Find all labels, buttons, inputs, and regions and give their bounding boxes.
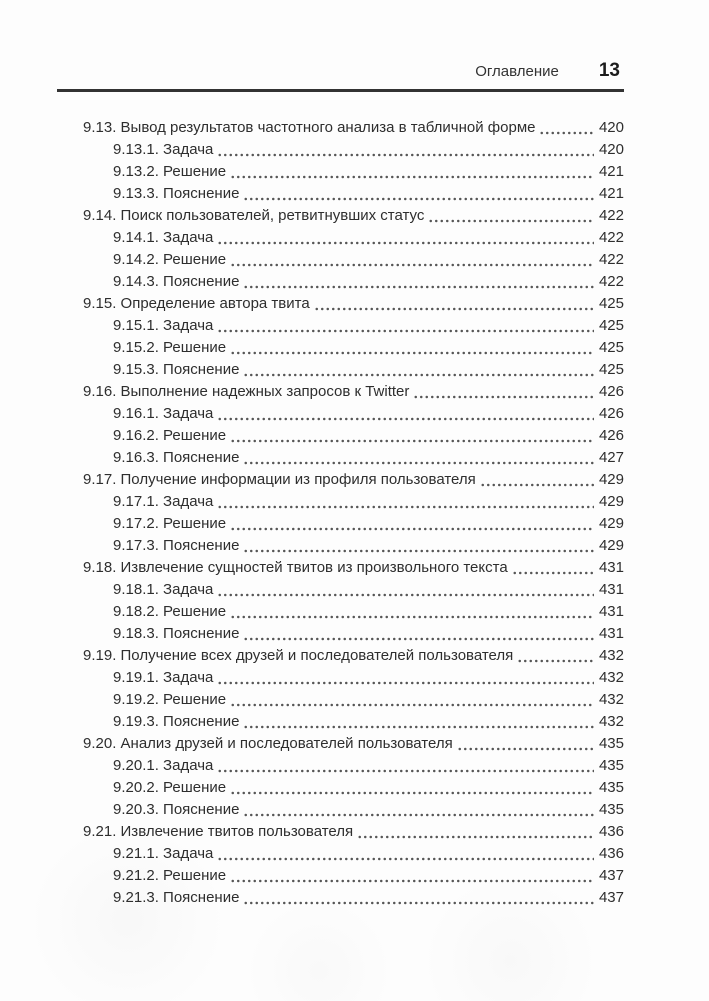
- toc-subsection-row: [57, 513, 624, 535]
- toc-entry-label: 9.19.3. Пояснение: [113, 712, 240, 730]
- header-rule: [57, 89, 624, 92]
- toc-section-row: [57, 117, 624, 139]
- toc-entry-page: 435: [598, 734, 624, 752]
- dot-leader: [230, 425, 594, 447]
- toc-entry-label: 9.19. Получение всех друзей и последователей пользователя: [83, 646, 514, 664]
- toc-entry-label: 9.13. Вывод результатов частотного анализа в табличной форме: [83, 118, 536, 136]
- toc-entry-page: 426: [598, 426, 624, 444]
- dot-leader: [217, 403, 594, 425]
- toc-entry-label: 9.17.3. Пояснение: [113, 536, 240, 554]
- dot-leader: [457, 733, 594, 755]
- toc-entry-label: 9.20.1. Задача: [113, 756, 214, 774]
- toc-entry-label: 9.14.2. Решение: [113, 250, 227, 268]
- toc-entry-label: 9.19.2. Решение: [113, 690, 227, 708]
- toc-entry-label: 9.20.2. Решение: [113, 778, 227, 796]
- dot-leader: [230, 337, 594, 359]
- toc-subsection-row: [57, 183, 624, 205]
- toc-entry-label: 9.14.3. Пояснение: [113, 272, 240, 290]
- toc-entry-page: 426: [598, 382, 624, 400]
- toc-entry-page: 429: [598, 470, 624, 488]
- dot-leader: [217, 491, 594, 513]
- dot-leader: [243, 359, 594, 381]
- toc-section-row: [57, 293, 624, 315]
- toc-subsection-row: [57, 139, 624, 161]
- dot-leader: [230, 865, 594, 887]
- toc-entry-label: 9.15.2. Решение: [113, 338, 227, 356]
- dot-leader: [230, 777, 594, 799]
- toc-entry-page: 431: [598, 580, 624, 598]
- toc-subsection-row: [57, 425, 624, 447]
- toc-subsection-row: [57, 535, 624, 557]
- toc-subsection-row: [57, 359, 624, 381]
- toc-subsection-row: [57, 579, 624, 601]
- toc-entry-page: 425: [598, 360, 624, 378]
- toc-entry-page: 420: [598, 140, 624, 158]
- toc-entry-label: 9.16. Выполнение надежных запросов к Twitter: [83, 382, 410, 400]
- toc-list: [57, 117, 624, 909]
- toc-entry-label: 9.18.2. Решение: [113, 602, 227, 620]
- toc-entry-label: 9.16.2. Решение: [113, 426, 227, 444]
- dot-leader: [230, 689, 594, 711]
- toc-subsection-row: [57, 227, 624, 249]
- toc-entry-label: 9.13.3. Пояснение: [113, 184, 240, 202]
- toc-entry-page: 437: [598, 888, 624, 906]
- toc-entry-page: 420: [598, 118, 624, 136]
- toc-entry-label: 9.21.2. Решение: [113, 866, 227, 884]
- toc-entry-label: 9.15.3. Пояснение: [113, 360, 240, 378]
- toc-subsection-row: [57, 865, 624, 887]
- toc-entry-label: 9.17. Получение информации из профиля пользователя: [83, 470, 476, 488]
- dot-leader: [217, 139, 594, 161]
- dot-leader: [357, 821, 594, 843]
- toc-entry-page: 421: [598, 184, 624, 202]
- toc-entry-label: 9.20.3. Пояснение: [113, 800, 240, 818]
- toc-entry-page: 436: [598, 844, 624, 862]
- dot-leader: [230, 161, 594, 183]
- dot-leader: [217, 227, 594, 249]
- dot-leader: [243, 447, 594, 469]
- toc-entry-page: 425: [598, 316, 624, 334]
- toc-entry-label: 9.17.1. Задача: [113, 492, 214, 510]
- toc-entry-label: 9.18.3. Пояснение: [113, 624, 240, 642]
- dot-leader: [428, 205, 594, 227]
- toc-entry-page: 431: [598, 624, 624, 642]
- toc-entry-page: 432: [598, 690, 624, 708]
- toc-entry-page: 432: [598, 646, 624, 664]
- toc-entry-page: 427: [598, 448, 624, 466]
- toc-entry-page: 435: [598, 778, 624, 796]
- toc-entry-label: 9.16.3. Пояснение: [113, 448, 240, 466]
- dot-leader: [413, 381, 594, 403]
- toc-entry-label: 9.16.1. Задача: [113, 404, 214, 422]
- toc-subsection-row: [57, 755, 624, 777]
- toc-entry-label: 9.17.2. Решение: [113, 514, 227, 532]
- toc-entry-label: 9.15.1. Задача: [113, 316, 214, 334]
- toc-subsection-row: [57, 887, 624, 909]
- dot-leader: [243, 887, 594, 909]
- toc-entry-page: 426: [598, 404, 624, 422]
- toc-subsection-row: [57, 623, 624, 645]
- dot-leader: [243, 271, 594, 293]
- toc-entry-label: 9.13.1. Задача: [113, 140, 214, 158]
- toc-subsection-row: [57, 491, 624, 513]
- toc-entry-page: 437: [598, 866, 624, 884]
- toc-subsection-row: [57, 711, 624, 733]
- toc-entry-page: 429: [598, 514, 624, 532]
- toc-entry-page: 422: [598, 250, 624, 268]
- toc-entry-page: 432: [598, 668, 624, 686]
- toc-entry-page: 425: [598, 338, 624, 356]
- dot-leader: [512, 557, 594, 579]
- dot-leader: [217, 667, 594, 689]
- toc-entry-page: 429: [598, 492, 624, 510]
- toc-entry-page: 431: [598, 558, 624, 576]
- toc-subsection-row: [57, 601, 624, 623]
- toc-entry-label: 9.19.1. Задача: [113, 668, 214, 686]
- dot-leader: [230, 513, 594, 535]
- dot-leader: [217, 579, 594, 601]
- toc-section-row: [57, 733, 624, 755]
- toc-section-row: [57, 469, 624, 491]
- toc-entry-page: 435: [598, 756, 624, 774]
- toc-section-row: [57, 205, 624, 227]
- toc-entry-label: 9.20. Анализ друзей и последователей пользователя: [83, 734, 453, 752]
- toc-subsection-row: [57, 161, 624, 183]
- toc-subsection-row: [57, 403, 624, 425]
- toc-section-row: [57, 381, 624, 403]
- dot-leader: [539, 117, 594, 139]
- page-content: [57, 0, 624, 909]
- toc-section-row: [57, 821, 624, 843]
- toc-subsection-row: [57, 315, 624, 337]
- dot-leader: [230, 249, 594, 271]
- toc-entry-label: 9.21. Извлечение твитов пользователя: [83, 822, 354, 840]
- toc-subsection-row: [57, 271, 624, 293]
- dot-leader: [243, 535, 594, 557]
- dot-leader: [217, 843, 594, 865]
- toc-section-row: [57, 557, 624, 579]
- toc-entry-page: 436: [598, 822, 624, 840]
- dot-leader: [314, 293, 594, 315]
- toc-entry-page: 425: [598, 294, 624, 312]
- toc-entry-page: 422: [598, 272, 624, 290]
- toc-entry-label: 9.15. Определение автора твита: [83, 294, 310, 312]
- toc-subsection-row: [57, 777, 624, 799]
- dot-leader: [243, 799, 594, 821]
- toc-entry-label: 9.18. Извлечение сущностей твитов из произвольного текста: [83, 558, 508, 576]
- dot-leader: [243, 711, 594, 733]
- toc-section-row: [57, 645, 624, 667]
- toc-entry-page: 429: [598, 536, 624, 554]
- toc-entry-label: 9.18.1. Задача: [113, 580, 214, 598]
- dot-leader: [230, 601, 594, 623]
- toc-entry-label: 9.14. Поиск пользователей, ретвитнувших статус: [83, 206, 425, 224]
- toc-subsection-row: [57, 799, 624, 821]
- toc-subsection-row: [57, 249, 624, 271]
- dot-leader: [480, 469, 594, 491]
- dot-leader: [517, 645, 594, 667]
- toc-entry-page: 422: [598, 206, 624, 224]
- dot-leader: [243, 183, 594, 205]
- toc-entry-label: 9.21.3. Пояснение: [113, 888, 240, 906]
- dot-leader: [217, 315, 594, 337]
- toc-entry-label: 9.21.1. Задача: [113, 844, 214, 862]
- toc-subsection-row: [57, 447, 624, 469]
- toc-entry-page: 422: [598, 228, 624, 246]
- toc-subsection-row: [57, 337, 624, 359]
- toc-subsection-row: [57, 667, 624, 689]
- toc-subsection-row: [57, 843, 624, 865]
- toc-entry-page: 432: [598, 712, 624, 730]
- running-head: Оглавление: [475, 63, 559, 80]
- page-header: [57, 0, 624, 86]
- page-number: 13: [598, 60, 620, 81]
- toc-entry-page: 431: [598, 602, 624, 620]
- dot-leader: [217, 755, 594, 777]
- toc-entry-page: 435: [598, 800, 624, 818]
- toc-entry-label: 9.14.1. Задача: [113, 228, 214, 246]
- toc-subsection-row: [57, 689, 624, 711]
- toc-entry-page: 421: [598, 162, 624, 180]
- dot-leader: [243, 623, 594, 645]
- toc-entry-label: 9.13.2. Решение: [113, 162, 227, 180]
